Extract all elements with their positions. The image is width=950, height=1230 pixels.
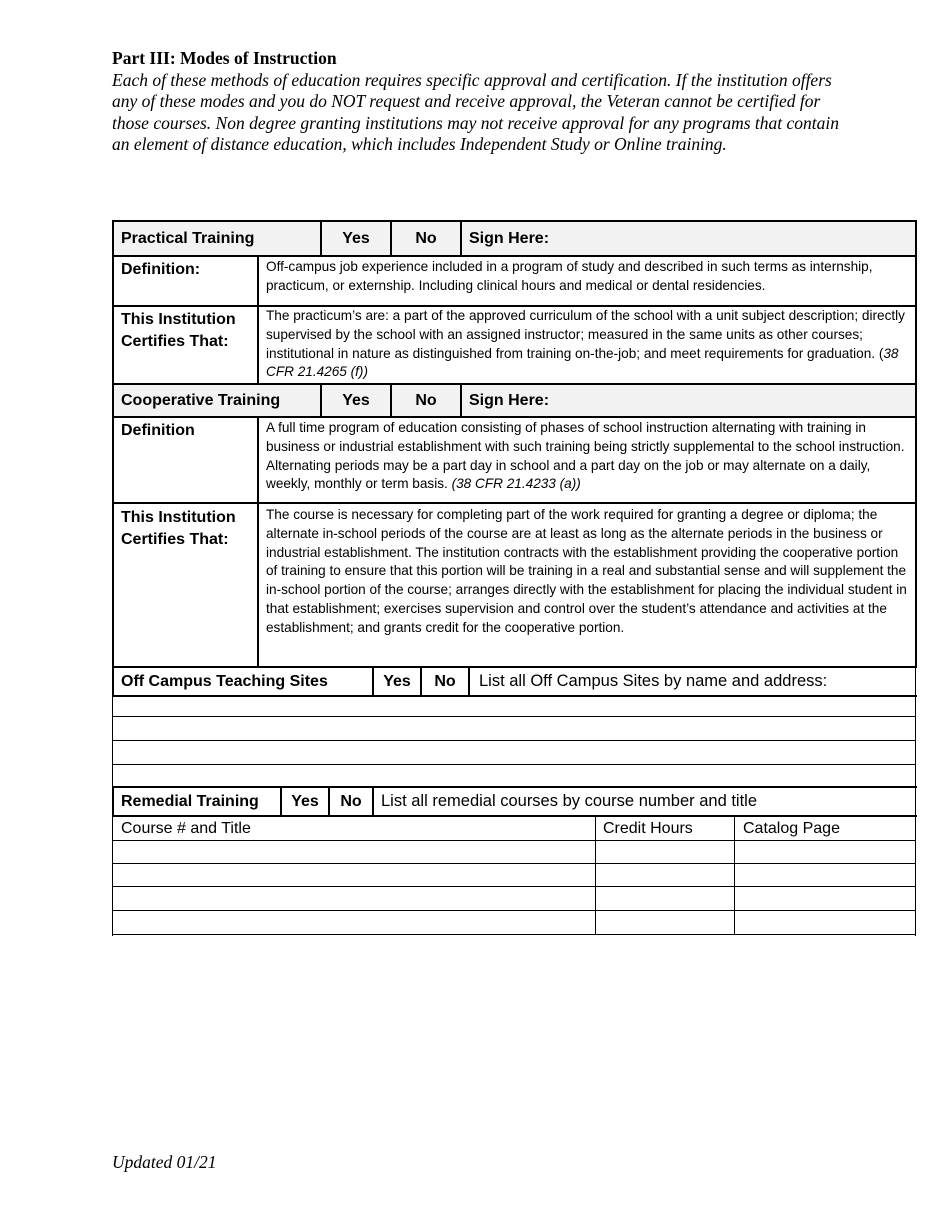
intro-paragraph: Each of these methods of education requires specific approval and certification. If the institution offers any of these modes and you do NOT request and receive approval, the Veteran cannot be certified for those courses. Non degree granting institutions may not receive approval for any programs that contain an element of distance education, which includes Independent Study or Online training. xyxy=(112,70,839,154)
offcampus-site-line[interactable] xyxy=(114,741,915,764)
cooperative-certifies-label: This Institution Certifies That: xyxy=(121,509,236,548)
table-row[interactable] xyxy=(113,911,916,934)
practical-training-title: Practical Training xyxy=(121,230,255,247)
table-row[interactable] xyxy=(113,841,916,863)
column-header-catalog-page: Catalog Page xyxy=(743,819,840,837)
table-row[interactable] xyxy=(113,887,916,910)
cooperative-yes-option[interactable]: Yes xyxy=(342,391,370,409)
cooperative-no-option[interactable]: No xyxy=(415,391,437,409)
practical-certifies-paragraph xyxy=(266,307,911,382)
remedial-no-option[interactable]: No xyxy=(340,792,362,810)
offcampus-title: Off Campus Teaching Sites xyxy=(121,672,328,690)
offcampus-yes-option[interactable]: Yes xyxy=(383,672,411,690)
column-header-credit-hours: Credit Hours xyxy=(603,819,693,837)
offcampus-instruction: List all Off Campus Sites by name and address: xyxy=(479,672,828,690)
remedial-instruction: List all remedial courses by course number and title xyxy=(381,792,758,810)
practical-no-option[interactable]: No xyxy=(415,230,437,247)
footer-updated-date: Updated 01/21 xyxy=(112,1152,217,1172)
offcampus-site-line[interactable] xyxy=(114,717,915,740)
offcampus-site-line[interactable] xyxy=(114,697,915,716)
cooperative-definition-paragraph xyxy=(266,419,911,494)
cooperative-definition-text: A full time program of education consisting of phases of school instruction alternating with training in business or industrial establishment with such training being strictly supplemental to the school instruction. Alternating periods may be a part day in school and a part day on the job or may alternate on a daily, weekly, monthly or term basis. xyxy=(266,420,905,492)
practical-definition-label: Definition: xyxy=(121,261,201,278)
column-header-course: Course # and Title xyxy=(121,819,251,837)
cooperative-definition-label: Definition xyxy=(121,422,195,439)
practical-certifies-citation: 38 CFR 21.4265 (f)) xyxy=(266,345,899,380)
cooperative-training-title: Cooperative Training xyxy=(121,391,281,409)
cooperative-certifies-text: The course is necessary for completing part of the work required for granting a degree or diploma; the alternate in-school periods of the course are at least as long as the alternate periods in the business or industrial establishment. The institution contracts with the establishment providing the cooperative portion of training to ensure that this portion will be training in a real and substantial sense and will supplement the in-school portion of the course; arranges directly with the establishment for placing the individual student in that establishment; exercises supervision and control over the student’s attendance and activities at the establishment; and grants credit for the cooperative portion. xyxy=(266,507,907,635)
offcampus-site-line[interactable] xyxy=(114,765,915,787)
practical-certifies-text: The practicum’s are: a part of the approved curriculum of the school with a unit subject description; directly supervised by the school with an assigned instructor; measured in the same units as other courses; institutional in nature as distinguished from training on-the-job; and meet requirements for graduation. ( xyxy=(266,308,905,361)
cooperative-sign-field[interactable]: Sign Here: xyxy=(469,391,550,409)
practical-yes-option[interactable]: Yes xyxy=(342,230,370,247)
table-row[interactable] xyxy=(113,864,916,886)
offcampus-no-option[interactable]: No xyxy=(434,672,456,690)
practical-certifies-label: This Institution Certifies That: xyxy=(121,311,236,350)
practical-sign-field[interactable]: Sign Here: xyxy=(469,230,550,247)
cooperative-definition-citation: (38 CFR 21.4233 (a)) xyxy=(451,476,581,492)
page-title: Part III: Modes of Instruction xyxy=(112,48,337,68)
practical-definition-text: Off-campus job experience included in a program of study and described in such terms as internship, practicum, or externship. Including clinical hours and medical or dental residencies. xyxy=(266,259,873,293)
remedial-yes-option[interactable]: Yes xyxy=(291,792,319,810)
remedial-title: Remedial Training xyxy=(121,792,259,810)
